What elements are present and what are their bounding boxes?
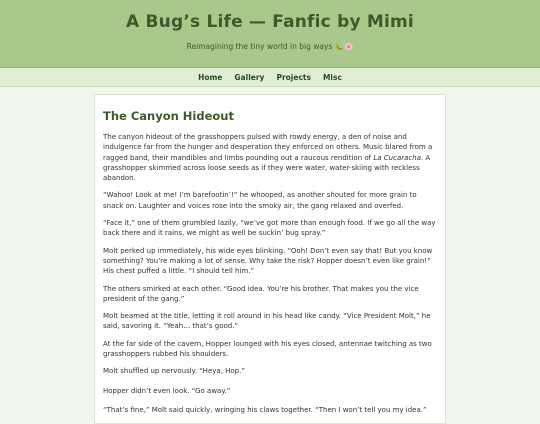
story-paragraph: Molt shuffled up nervously. “Heya, Hop.”	[103, 367, 245, 376]
song-title: La Cucaracha	[373, 153, 421, 162]
site-header	[0, 0, 540, 68]
nav-item-home[interactable]: Home	[198, 72, 223, 82]
story-paragraph: The others smirked at each other. “Good idea. You’re his brother. That makes you the vice president of the gang.”	[103, 284, 419, 303]
main-nav	[0, 68, 540, 87]
chapter-title: The Canyon Hideout	[103, 109, 234, 123]
nav-item-projects[interactable]: Projects	[276, 72, 311, 82]
story-paragraph: “Face it,” one of them grumbled lazily, “we’ve got more than enough food. If we go all the way back there and it rains, we might as well be suckin’ bug spray.”	[103, 219, 436, 238]
paragraph-text: The canyon hideout of the grasshoppers pulsed with rowdy energy, a den of noise and indulgence far from the hunger and desperation they enforced on others. Music blared from a ragged band, their mandibles and limbs pounding out a raucous rendition of	[103, 133, 433, 162]
story-paragraph: “Wahoo! Look at me! I’m barefootin’!” he whooped, as another shouted for more grain to snack on. Laughter and voices rose into the smoky air, the gang relaxed and overfed.	[103, 191, 417, 210]
bug-flower-icon: 🐛🌸	[334, 42, 354, 51]
story-paragraph: Hopper didn’t even look. “Go away.”	[103, 386, 231, 395]
site-title: A Bug’s Life — Fanfic by Mimi	[126, 12, 414, 32]
site-tagline	[0, 42, 540, 51]
nav-item-gallery[interactable]: Gallery	[234, 72, 265, 82]
story-paragraph	[103, 132, 437, 183]
story-paragraph: Molt beamed at the title, letting it roll around in his head like candy. “Vice President Molt,” he said, savoring it. “Yeah… that’s good.”	[103, 312, 431, 331]
paragraph-text: . A grasshopper skimmed across loose seeds as if they were water, water-skiing with reckless abandon.	[103, 153, 431, 183]
tagline-text: Reimagining the tiny world in big ways	[186, 42, 333, 51]
story-content	[94, 94, 446, 424]
story-paragraph: At the far side of the cavern, Hopper lounged with his eyes closed, antennae twitching as two grasshoppers rubbed his shoulders.	[103, 339, 432, 359]
nav-item-misc[interactable]: Misc	[322, 72, 342, 82]
story-paragraph: “That’s fine,” Molt said quickly, wringing his claws together. “Then I won’t tell you my idea.”	[103, 405, 427, 414]
story-paragraph: Molt perked up immediately, his wide eyes blinking. “Ooh! Don’t even say that! But you know something? You’re making a lot of sense. Why take the risk? Hopper doesn’t even like grain!” His chest puffed a little. “I should tell him.”	[103, 246, 433, 276]
